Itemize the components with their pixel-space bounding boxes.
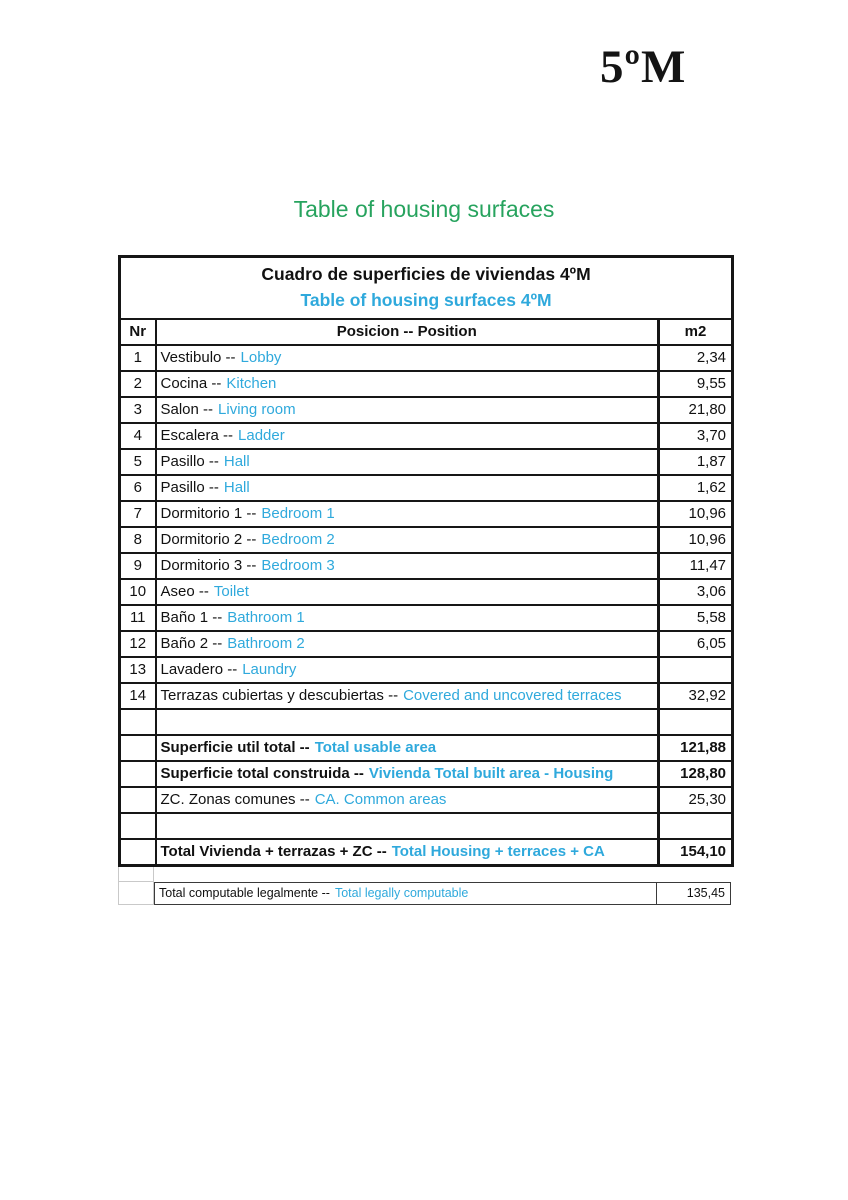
table-row: 8 Dormitorio 2 -- Bedroom 2 10,96 [120,527,733,553]
table-title-en: Table of housing surfaces 4ºM [300,290,552,310]
legal-total-label: Total computable legalmente -- Total legally computable [154,882,657,905]
housing-surfaces-table-wrap [118,255,731,905]
sheet-label: 5ºM [600,41,687,93]
table-row: 10 Aseo -- Toilet 3,06 [120,579,733,605]
table-row: 1 Vestibulo -- Lobby 2,34 [120,345,733,371]
gutter-cell [118,867,154,882]
summary-row-built-area: Superficie total construida -- Vivienda Total built area - Housing 128,80 [120,761,733,787]
table-row: 11 Baño 1 -- Bathroom 1 5,58 [120,605,733,631]
table-row: 3 Salon -- Living room 21,80 [120,397,733,423]
table-row: 2 Cocina -- Kitchen 9,55 [120,371,733,397]
legal-total-value: 135,45 [657,882,731,905]
col-header-position: Posicion -- Position [156,319,659,345]
gutter-gap-row [118,867,731,882]
table-row: 12 Baño 2 -- Bathroom 2 6,05 [120,631,733,657]
table-row: 5 Pasillo -- Hall 1,87 [120,449,733,475]
page-title: Table of housing surfaces [293,196,555,222]
legal-total-section [118,867,731,905]
legal-total-row [118,882,731,905]
col-header-m2: m2 [659,319,733,345]
spacer-row [120,709,733,735]
housing-surfaces-table [118,255,734,867]
table-header-row [120,319,733,345]
table-row: 4 Escalera -- Ladder 3,70 [120,423,733,449]
table-row: 9 Dormitorio 3 -- Bedroom 3 11,47 [120,553,733,579]
table-row: 14 Terrazas cubiertas y descubiertas -- Covered and uncovered terraces 32,92 [120,683,733,709]
summary-row-usable-area: Superficie util total -- Total usable area 121,88 [120,735,733,761]
table-title-row [120,257,733,320]
col-header-nr: Nr [120,319,156,345]
grand-total-row: Total Vivienda + terrazas + ZC -- Total Housing + terraces + CA 154,10 [120,839,733,866]
table-title-es: Cuadro de superficies de viviendas 4ºM [261,264,591,284]
summary-row-common-areas: ZC. Zonas comunes -- CA. Common areas 25,30 [120,787,733,813]
table-row: 6 Pasillo -- Hall 1,62 [120,475,733,501]
table-row: 7 Dormitorio 1 -- Bedroom 1 10,96 [120,501,733,527]
gutter-cell [118,882,154,905]
table-title-cell [120,257,733,320]
table-row: 13 Lavadero -- Laundry [120,657,733,683]
spacer-row [120,813,733,839]
